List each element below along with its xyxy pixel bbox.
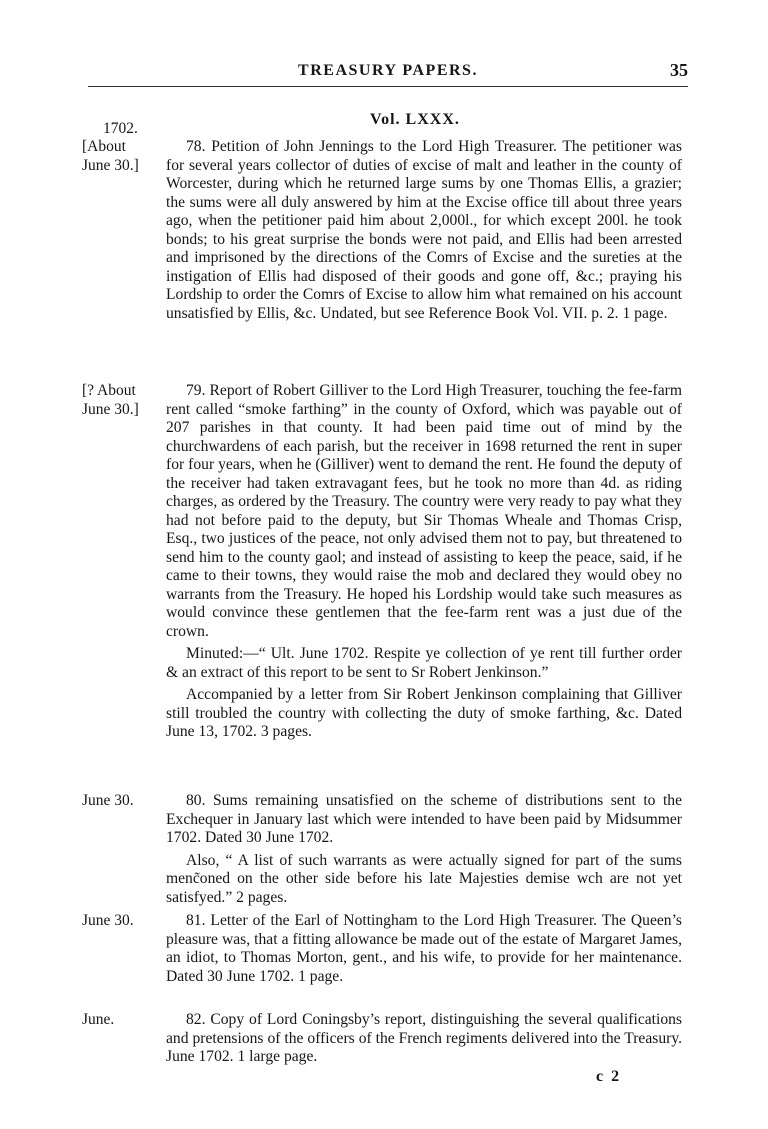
margin-line: [About: [82, 138, 126, 155]
header-rule: [88, 86, 688, 87]
year-label: 1702.: [103, 120, 138, 137]
entry-body: [166, 382, 682, 742]
entry-margin-date: [82, 138, 160, 175]
entry-paragraph: 78. Petition of John Jennings to the Lord High Treasurer. The petitioner was for several years collector of duties of excise of malt and leather in the county of Worcester, during which he returned large sums by one Thomas Ellis, a grazier; the sums were all duly answered by him at the Excise office till about three years ago, when the petitioner paid him about 2,000l., for which except 200l. he took bonds; to his great surprise the bonds were not paid, and Ellis had been arrested and imprisoned by the directions of the Comrs of Excise and the sureties at the instigation of Ellis had disposed of their goods and gone off, &c.; praying his Lordship to order the Comrs of Excise to allow him what remained on his account unsatisfied by Ellis, &c. Undated, but see Reference Book Vol. VII. p. 2. 1 page.: [166, 138, 682, 322]
entry-margin-date: [82, 912, 160, 931]
margin-line: [? About: [82, 382, 136, 399]
entry-body: [166, 138, 682, 323]
margin-line: June 30.]: [82, 156, 139, 174]
margin-line: June.: [82, 1011, 115, 1028]
entry-paragraph: Accompanied by a letter from Sir Robert Jenkinson complaining that Gilliver still troubled the country with collecting the duty of smoke farthing, &c. Dated June 13, 1702. 3 pages.: [166, 686, 682, 740]
margin-line: June 30.]: [82, 400, 139, 418]
entry-paragraph: 80. Sums remaining unsatisfied on the scheme of distributions sent to the Exchequer in January last which were intended to have been paid by Midsummer 1702. Dated 30 June 1702.: [166, 792, 682, 846]
entry-margin-date: [82, 792, 160, 811]
entry-paragraph: 79. Report of Robert Gilliver to the Lord High Treasurer, touching the fee-farm rent called “smoke farthing” in the county of Oxford, which was payable out of 207 parishes in that county. It had been paid time out of mind by the churchwardens of each parish, but the receiver in 1698 returned the rent in super for four years, when he (Gilliver) went to demand the rent. He found the deputy of the receiver had taken extravagant fees, but he took no more than 4d. as riding charges, as ordered by the Treasury. The country were very ready to pay what they had not before paid to the deputy, but Sir Thomas Wheale and Thomas Crisp, Esq., two justices of the peace, not only advised them not to pay, but threatened to send him to the county gaol; and instead of assisting to keep the peace, said, if he came to their towns, they would raise the mob and declared they would obey no warrants from the Treasury. He hoped his Lordship would take such measures as would convince these gentlemen that the fee-farm rent was a just due of the crown.: [166, 382, 682, 640]
margin-line: June 30.: [82, 792, 134, 809]
entry-body: [166, 912, 682, 986]
volume-heading: Vol. LXXX.: [370, 111, 460, 128]
signature-mark: c 2: [596, 1068, 622, 1085]
entry-paragraph: 81. Letter of the Earl of Nottingham to the Lord High Treasurer. The Queen’s pleasure was, that a fitting allowance be made out of the estate of Margaret James, an idiot, to Thomas Morton, gent., and his wife, to provide for her maintenance. Dated 30 June 1702. 1 page.: [166, 912, 682, 985]
entry-body: [166, 1011, 682, 1067]
entry-paragraph: Minuted:—“ Ult. June 1702. Respite ye collection of ye rent till further order & an extract of this report to be sent to Sr Robert Jenkinson.”: [166, 645, 682, 681]
running-title: TREASURY PAPERS.: [298, 62, 478, 79]
entry-margin-date: [82, 1011, 160, 1030]
page-number: 35: [670, 60, 688, 80]
entry-paragraph: Also, “ A list of such warrants as were actually signed for part of the sums menc̃oned on the other side before his late Majesties demise wch are not yet satisfyed.” 2 pages.: [166, 851, 682, 906]
entry-paragraph: 82. Copy of Lord Coningsby’s report, distinguishing the several qualifications and pretensions of the officers of the French regiments delivered into the Treasury. June 1702. 1 large page.: [166, 1011, 682, 1065]
margin-line: June 30.: [82, 912, 134, 929]
entry-body: [166, 792, 682, 907]
running-head: [88, 58, 688, 84]
entry-margin-date: [82, 382, 160, 419]
